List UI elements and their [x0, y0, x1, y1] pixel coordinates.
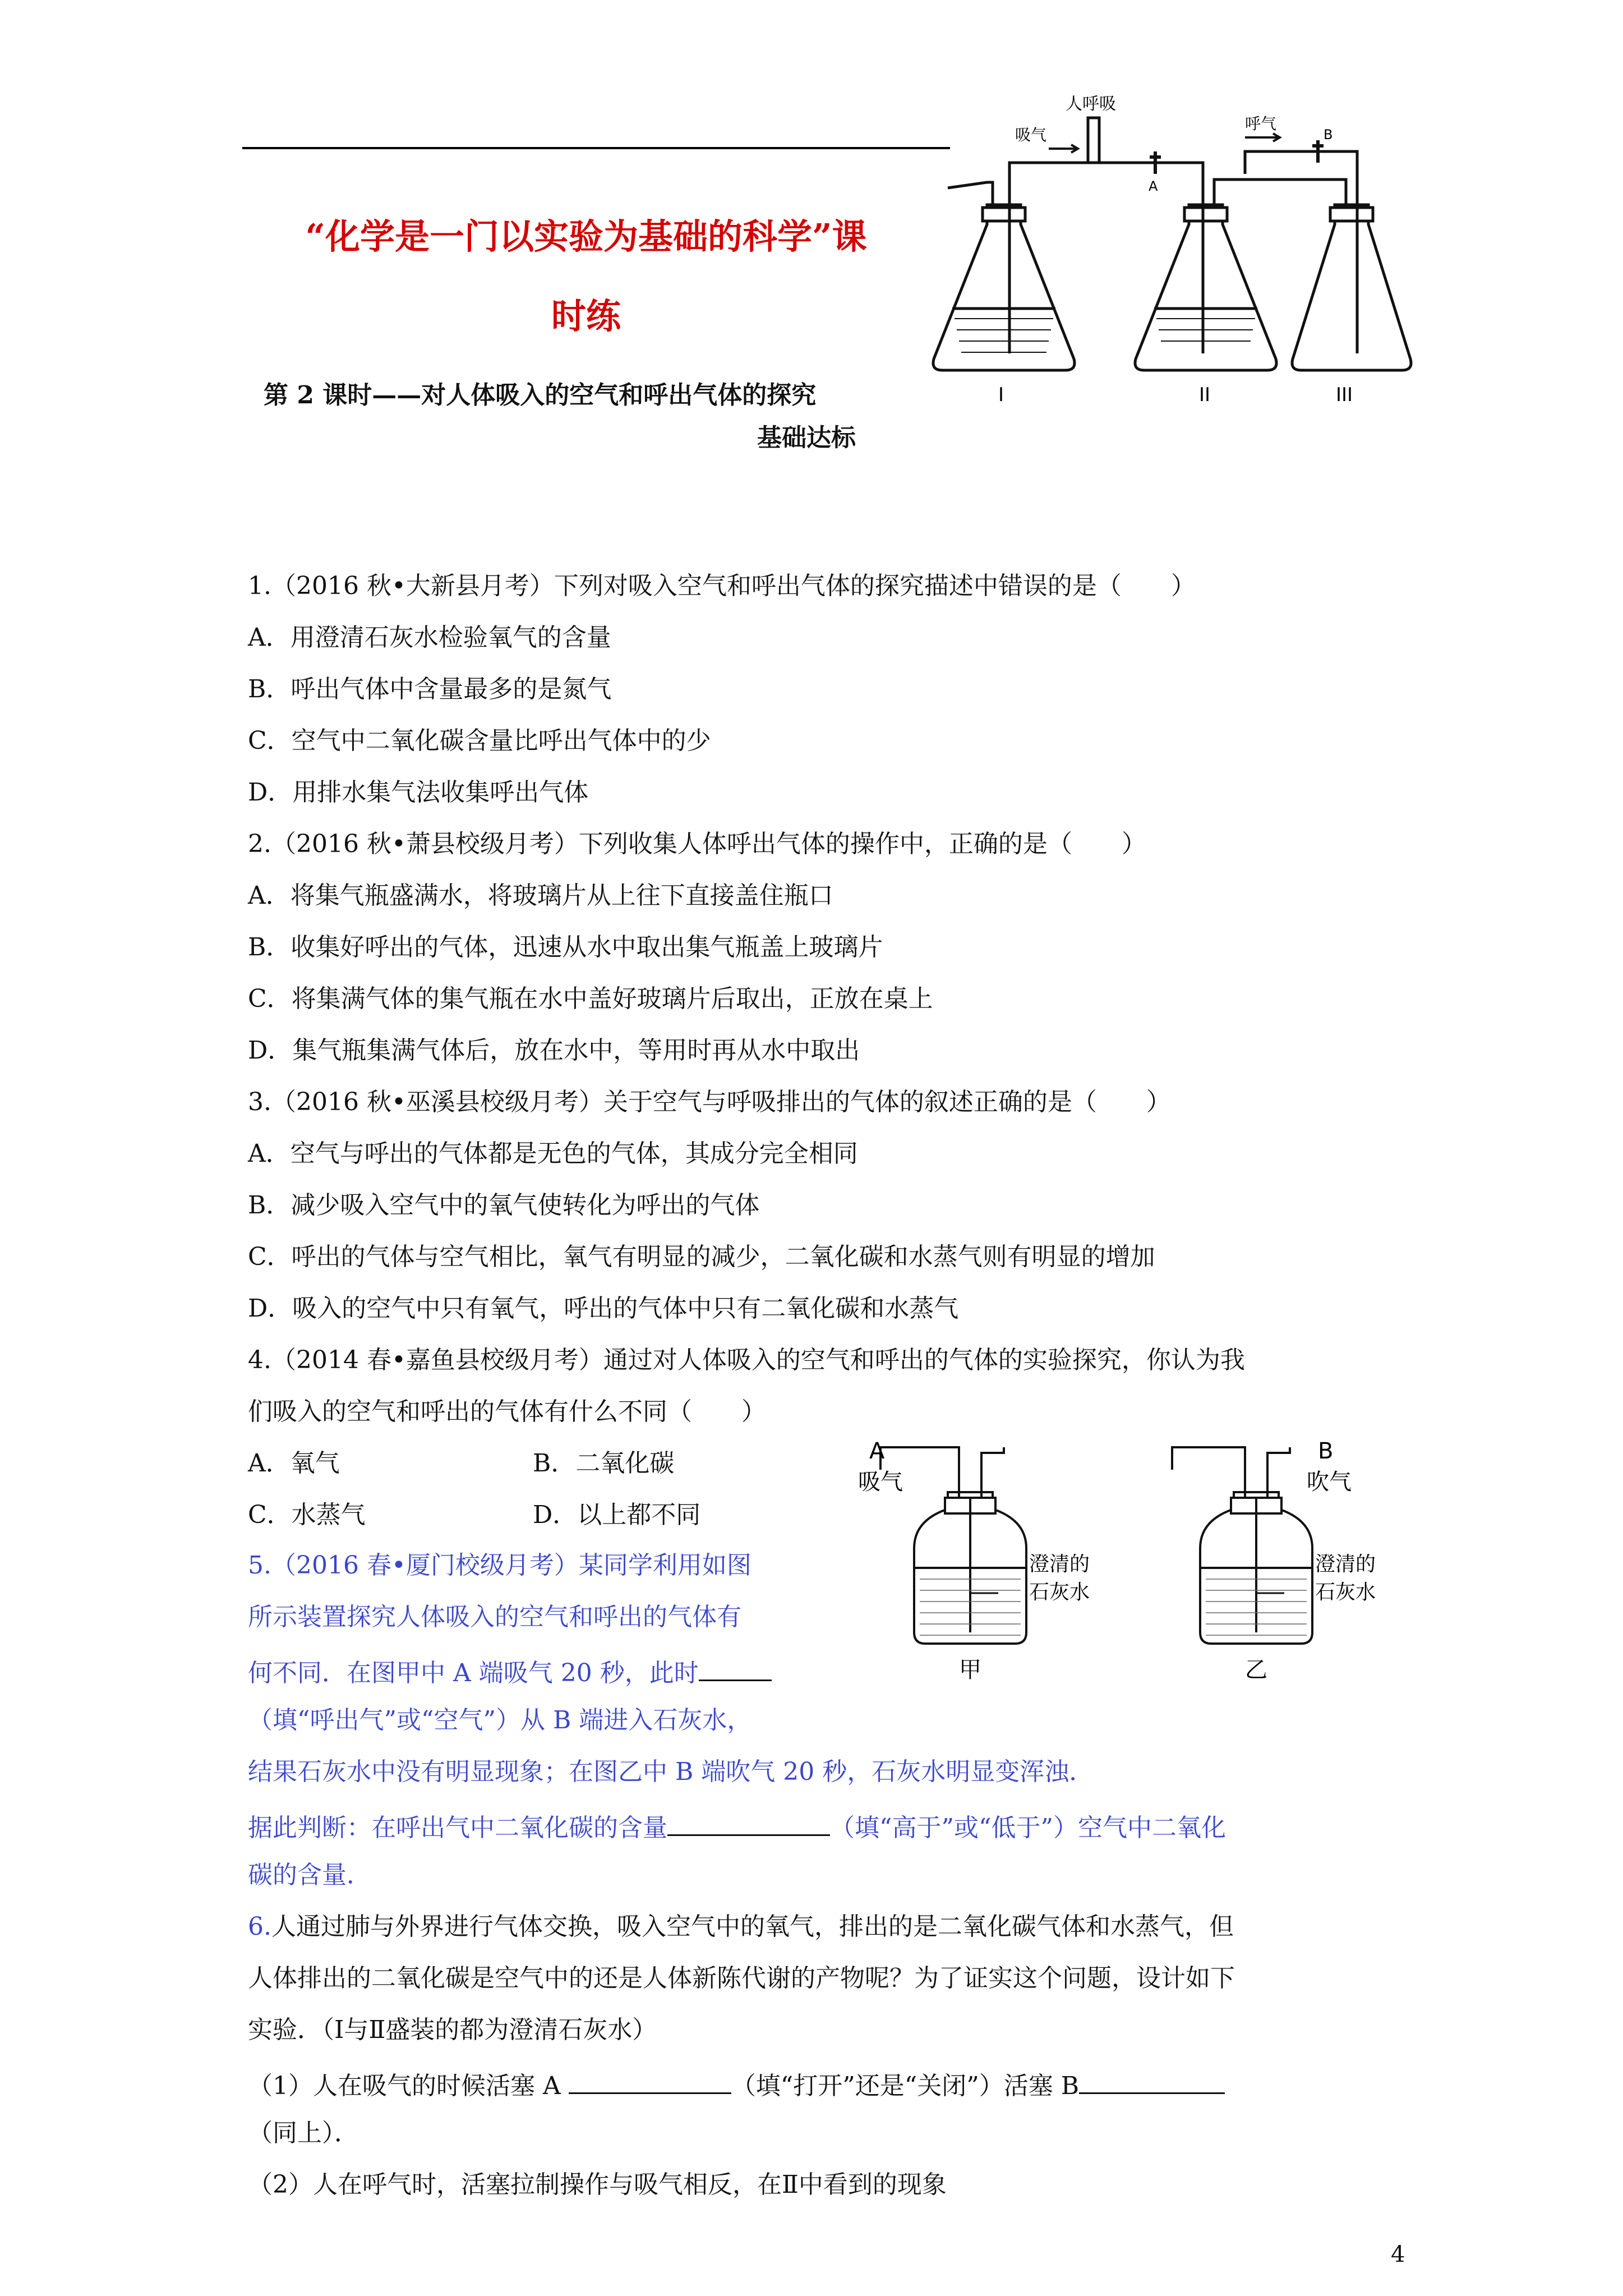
q2-option-a: A．将集气瓶盛满水，将玻璃片从上往下直接盖住瓶口 — [248, 881, 833, 910]
flask-1 — [933, 205, 1075, 370]
page-number: 4 — [1391, 2242, 1405, 2267]
q3-option-a: A．空气与呼出的气体都是无色的气体，其成分完全相同 — [248, 1139, 858, 1168]
label-person-breathing: 人呼吸 — [1066, 95, 1116, 114]
label-exhale: 呼气 — [1245, 114, 1277, 133]
q6-blank-valve-b[interactable] — [1079, 2068, 1225, 2094]
left-bottle-name: 甲 — [959, 1657, 981, 1683]
title-line-1: “化学是一门以实验为基础的科学”课 — [305, 216, 867, 257]
q1-option-c: C．空气中二氧化碳含量比呼出气体中的少 — [248, 726, 711, 755]
q2-stem: 2.（2016 秋•萧县校级月考）下列收集人体呼出气体的操作中，正确的是（ ） — [248, 830, 1146, 858]
q5-line-7: 碳的含量． — [248, 1861, 371, 1889]
q3-option-c: C．呼出的气体与空气相比，氧气有明显的减少，二氧化碳和水蒸气则有明显的增加 — [248, 1243, 1155, 1271]
q5-blank-2[interactable] — [667, 1810, 830, 1836]
q4-option-b: B．二氧化碳 — [533, 1449, 675, 1478]
q5-blank-1[interactable] — [699, 1655, 772, 1681]
flask-3 — [1292, 205, 1411, 370]
q5-line-5: 结果石灰水中没有明显现象；在图乙中 B 端吹气 20 秒，石灰水明显变浑浊． — [248, 1757, 1094, 1786]
left-liquid-label-1: 澄清的 — [1029, 1553, 1090, 1576]
left-liquid-label-2: 石灰水 — [1029, 1581, 1090, 1604]
q3-stem: 3.（2016 秋•巫溪县校级月考）关于空气与呼吸排出的气体的叙述正确的是（ ） — [248, 1088, 1171, 1116]
q6-line-3: 实验．（Ⅰ与Ⅱ盛装的都为澄清石灰水） — [248, 2016, 657, 2044]
flask-2-label: II — [1199, 384, 1211, 406]
label-inhale: 吸气 — [1015, 126, 1047, 144]
q4-stem-line-1: 4.（2014 春•嘉鱼县校级月考）通过对人体吸入的空气和呼出的气体的实验探究，你认为我 — [248, 1346, 1245, 1374]
q6-line-1: 6.人通过肺与外界进行气体交换，吸入空气中的氧气，排出的是二氧化碳气体和水蒸气，但 — [248, 1912, 1234, 1941]
gas-bottle-figure — [858, 1436, 1419, 1683]
q6-line-2: 人体排出的二氧化碳是空气中的还是人体新陈代谢的产物呢？为了证实这个问题，设计如下 — [248, 1964, 1235, 1993]
q2-option-c: C．将集满气体的集气瓶在水中盖好玻璃片后取出，正放在桌上 — [248, 984, 933, 1013]
lesson-subtitle: 第 2 课时——对人体吸入的空气和呼出气体的探究 — [264, 381, 817, 409]
right-liquid-label-2: 石灰水 — [1315, 1581, 1376, 1604]
q4-option-d: D．以上都不同 — [533, 1501, 701, 1529]
q2-option-b: B．收集好呼出的气体，迅速从水中取出集气瓶盖上玻璃片 — [248, 933, 883, 961]
flask-3-label: III — [1336, 384, 1353, 406]
q1-option-d: D．用排水集气法收集呼出气体 — [248, 778, 589, 807]
flask-2-stopper — [1184, 208, 1227, 221]
q3-option-b: B．减少吸入空气中的氧气使转化为呼出的气体 — [248, 1191, 760, 1220]
q5-line-4: （填“呼出气”或“空气”）从 B 端进入石灰水， — [248, 1706, 752, 1734]
q1-stem: 1.（2016 秋•大新县月考）下列对吸入空气和呼出气体的探究描述中错误的是（ ） — [248, 572, 1196, 600]
breathing-apparatus-figure — [931, 95, 1413, 409]
flask-2 — [1135, 205, 1276, 370]
q6-part-2: （2）人在呼气时，活塞拉制操作与吸气相反，在Ⅱ中看到的现象 — [248, 2170, 947, 2199]
valve-b-label: B — [1324, 127, 1333, 142]
q3-option-d: D．吸入的空气中只有氧气，呼出的气体中只有二氧化碳和水蒸气 — [248, 1294, 959, 1323]
q5-line-3: 何不同．在图甲中 A 端吸气 20 秒，此时 — [248, 1655, 772, 1688]
q2-option-d: D．集气瓶集满气体后，放在水中，等用时再从水中取出 — [248, 1036, 860, 1065]
flask-1-label: I — [998, 384, 1004, 406]
right-bottle-name: 乙 — [1245, 1657, 1267, 1683]
flask-3-stopper — [1330, 208, 1373, 221]
q6-part-1: （1）人在吸气的时候活塞 A （填“打开”还是“关闭”）活塞 B — [248, 2068, 1225, 2101]
right-liquid-label-1: 澄清的 — [1315, 1553, 1376, 1576]
q4-option-a: A．氧气 — [248, 1449, 340, 1478]
valve-a-label: A — [1149, 178, 1158, 194]
right-end-letter: B — [1318, 1438, 1334, 1464]
header-rule — [242, 147, 950, 149]
left-action-label: 吸气 — [858, 1469, 903, 1495]
q5-line-2: 所示装置探究人体吸入的空气和呼出的气体有 — [248, 1603, 741, 1631]
q1-option-b: B．呼出气体中含量最多的是氮气 — [248, 675, 612, 703]
q1-option-a: A．用澄清石灰水检验氧气的含量 — [248, 623, 611, 652]
level-heading: 基础达标 — [757, 424, 856, 452]
flask-1-stopper — [983, 208, 1025, 221]
q6-blank-valve-a[interactable] — [569, 2068, 731, 2094]
q6-part-1-cont: （同上）． — [248, 2119, 359, 2147]
left-end-letter: A — [869, 1438, 885, 1464]
right-action-label: 吹气 — [1307, 1469, 1352, 1495]
q4-stem-line-2: 们吸入的空气和呼出的气体有什么不同（ ） — [248, 1397, 766, 1426]
title-line-2: 时练 — [551, 296, 621, 337]
q4-option-c: C．水蒸气 — [248, 1501, 366, 1529]
q5-line-6: 据此判断：在呼出气中二氧化碳的含量 （填“高于”或“低于”）空气中二氧化 — [248, 1810, 1226, 1843]
q5-line-1: 5.（2016 春•厦门校级月考）某同学利用如图 — [248, 1551, 751, 1580]
